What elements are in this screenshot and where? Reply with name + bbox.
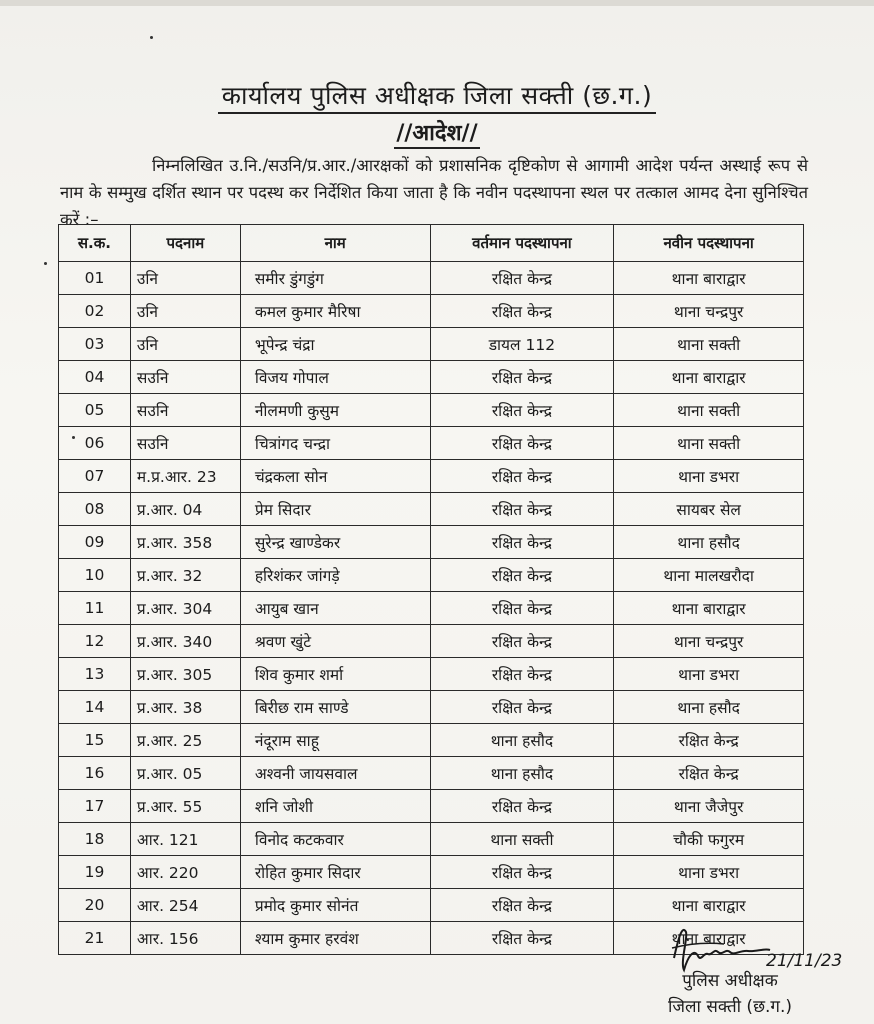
scan-speck: [72, 436, 75, 439]
row-sno: 11: [59, 592, 131, 625]
row-designation: प्र.आर. 340: [130, 625, 240, 658]
table-row: [59, 658, 804, 691]
transfer-table: [58, 224, 804, 955]
row-sno: 14: [59, 691, 131, 724]
row-designation: सउनि: [130, 427, 240, 460]
table-row: [59, 691, 804, 724]
table-row: [59, 889, 804, 922]
row-current-posting: रक्षित केन्द्र: [430, 592, 614, 625]
row-designation: आर. 220: [130, 856, 240, 889]
row-designation: प्र.आर. 55: [130, 790, 240, 823]
row-current-posting: रक्षित केन्द्र: [430, 460, 614, 493]
row-designation: आर. 121: [130, 823, 240, 856]
row-designation: सउनि: [130, 394, 240, 427]
office-title-text: कार्यालय पुलिस अधीक्षक जिला सक्ती (छ.ग.): [218, 81, 656, 114]
order-heading-text: //आदेश//: [394, 121, 479, 149]
scan-edge: [0, 0, 874, 6]
row-name: नीलमणी कुसुम: [240, 394, 430, 427]
row-current-posting: रक्षित केन्द्र: [430, 658, 614, 691]
row-sno: 18: [59, 823, 131, 856]
row-designation: उनि: [130, 295, 240, 328]
header-sno: स.क.: [59, 225, 131, 262]
row-current-posting: रक्षित केन्द्र: [430, 790, 614, 823]
row-name: कमल कुमार मैरिषा: [240, 295, 430, 328]
row-new-posting: चौकी फगुरम: [614, 823, 804, 856]
table-row: [59, 427, 804, 460]
row-current-posting: रक्षित केन्द्र: [430, 427, 614, 460]
row-name: शनि जोशी: [240, 790, 430, 823]
table-row: [59, 724, 804, 757]
row-new-posting: थाना हसौद: [614, 526, 804, 559]
row-current-posting: रक्षित केन्द्र: [430, 856, 614, 889]
row-new-posting: रक्षित केन्द्र: [614, 724, 804, 757]
row-new-posting: थाना बाराद्वार: [614, 592, 804, 625]
row-new-posting: थाना चन्द्रपुर: [614, 625, 804, 658]
row-current-posting: रक्षित केन्द्र: [430, 922, 614, 955]
row-name: सुरेन्द्र खाण्डेकर: [240, 526, 430, 559]
scan-speck: [150, 36, 153, 39]
row-current-posting: रक्षित केन्द्र: [430, 559, 614, 592]
signatory-title: पुलिस अधीक्षक: [682, 971, 778, 991]
row-designation: आर. 156: [130, 922, 240, 955]
row-name: प्रेम सिदार: [240, 493, 430, 526]
header-new-posting: नवीन पदस्थापना: [614, 225, 804, 262]
scan-speck: [44, 262, 47, 265]
row-sno: 17: [59, 790, 131, 823]
row-new-posting: थाना हसौद: [614, 691, 804, 724]
header-current-posting: वर्तमान पदस्थापना: [430, 225, 614, 262]
row-name: शिव कुमार शर्मा: [240, 658, 430, 691]
table-row: [59, 757, 804, 790]
row-new-posting: थाना बाराद्वार: [614, 922, 804, 955]
table-row: [59, 790, 804, 823]
row-name: हरिशंकर जांगड़े: [240, 559, 430, 592]
row-designation: उनि: [130, 262, 240, 295]
table-body: [59, 262, 804, 955]
row-sno: 08: [59, 493, 131, 526]
row-name: प्रमोद कुमार सोनंत: [240, 889, 430, 922]
row-designation: प्र.आर. 304: [130, 592, 240, 625]
row-new-posting: थाना डभरा: [614, 658, 804, 691]
table-row: [59, 460, 804, 493]
row-current-posting: रक्षित केन्द्र: [430, 295, 614, 328]
row-name: चंद्रकला सोन: [240, 460, 430, 493]
row-new-posting: थाना सक्ती: [614, 328, 804, 361]
row-name: विनोद कटकवार: [240, 823, 430, 856]
table-row: [59, 526, 804, 559]
row-current-posting: रक्षित केन्द्र: [430, 691, 614, 724]
row-sno: 04: [59, 361, 131, 394]
row-designation: म.प्र.आर. 23: [130, 460, 240, 493]
row-new-posting: रक्षित केन्द्र: [614, 757, 804, 790]
row-sno: 07: [59, 460, 131, 493]
row-sno: 15: [59, 724, 131, 757]
row-name: श्रवण खुंटे: [240, 625, 430, 658]
row-current-posting: डायल 112: [430, 328, 614, 361]
table-row: [59, 394, 804, 427]
row-name: विजय गोपाल: [240, 361, 430, 394]
row-new-posting: थाना बाराद्वार: [614, 361, 804, 394]
row-sno: 10: [59, 559, 131, 592]
row-name: बिरीछ राम साण्डे: [240, 691, 430, 724]
row-designation: प्र.आर. 05: [130, 757, 240, 790]
intro-text: निम्नलिखित उ.नि./सउनि/प्र.आर./आरक्षकों को प्रशासनिक दृष्टिकोण से आगामी आदेश पर्यन्त अस्थाई रूप से नाम के सम्मुख दर्शित स्थान पर पदस्थ कर निर्देशित किया जाता है कि नवीन पदस्थापना स्थल पर तत्काल आमद देना सुनिश्चित करें :–: [60, 156, 808, 229]
table-row: [59, 295, 804, 328]
table-row: [59, 856, 804, 889]
row-name: चित्रांगद चन्द्रा: [240, 427, 430, 460]
row-sno: 13: [59, 658, 131, 691]
row-designation: प्र.आर. 358: [130, 526, 240, 559]
row-name: अश्वनी जायसवाल: [240, 757, 430, 790]
row-name: आयुब खान: [240, 592, 430, 625]
table-row: [59, 361, 804, 394]
row-designation: प्र.आर. 04: [130, 493, 240, 526]
row-name: समीर डुंगडुंग: [240, 262, 430, 295]
intro-paragraph: [60, 152, 808, 233]
table-row: [59, 328, 804, 361]
row-new-posting: थाना बाराद्वार: [614, 262, 804, 295]
table-row: [59, 592, 804, 625]
row-current-posting: रक्षित केन्द्र: [430, 493, 614, 526]
row-designation: उनि: [130, 328, 240, 361]
row-current-posting: रक्षित केन्द्र: [430, 394, 614, 427]
row-new-posting: थाना जैजेपुर: [614, 790, 804, 823]
row-designation: आर. 254: [130, 889, 240, 922]
row-name: रोहित कुमार सिदार: [240, 856, 430, 889]
table-row: [59, 625, 804, 658]
row-new-posting: थाना मालखरौदा: [614, 559, 804, 592]
row-new-posting: थाना सक्ती: [614, 427, 804, 460]
office-title: [0, 78, 874, 112]
header-name: नाम: [240, 225, 430, 262]
table-header-row: [59, 225, 804, 262]
svg-text:21/11/23: 21/11/23: [766, 951, 843, 971]
row-sno: 03: [59, 328, 131, 361]
row-current-posting: रक्षित केन्द्र: [430, 361, 614, 394]
row-new-posting: थाना सक्ती: [614, 394, 804, 427]
row-name: श्याम कुमार हरवंश: [240, 922, 430, 955]
row-sno: 05: [59, 394, 131, 427]
row-sno: 12: [59, 625, 131, 658]
row-sno: 06: [59, 427, 131, 460]
row-current-posting: रक्षित केन्द्र: [430, 262, 614, 295]
table-row: [59, 262, 804, 295]
row-new-posting: सायबर सेल: [614, 493, 804, 526]
row-sno: 19: [59, 856, 131, 889]
row-designation: प्र.आर. 25: [130, 724, 240, 757]
row-name: नंदूराम साहू: [240, 724, 430, 757]
row-sno: 09: [59, 526, 131, 559]
signatory-block: [640, 968, 820, 1020]
row-sno: 02: [59, 295, 131, 328]
row-new-posting: थाना डभरा: [614, 460, 804, 493]
row-sno: 21: [59, 922, 131, 955]
row-sno: 20: [59, 889, 131, 922]
row-designation: सउनि: [130, 361, 240, 394]
row-new-posting: थाना बाराद्वार: [614, 889, 804, 922]
table-row: [59, 823, 804, 856]
row-designation: प्र.आर. 38: [130, 691, 240, 724]
row-sno: 16: [59, 757, 131, 790]
row-new-posting: थाना चन्द्रपुर: [614, 295, 804, 328]
row-designation: प्र.आर. 32: [130, 559, 240, 592]
row-sno: 01: [59, 262, 131, 295]
row-current-posting: रक्षित केन्द्र: [430, 526, 614, 559]
row-current-posting: थाना सक्ती: [430, 823, 614, 856]
signatory-district: जिला सक्ती (छ.ग.): [667, 997, 792, 1017]
row-current-posting: रक्षित केन्द्र: [430, 625, 614, 658]
header-designation: पदनाम: [130, 225, 240, 262]
row-name: भूपेन्द्र चंद्रा: [240, 328, 430, 361]
row-new-posting: थाना डभरा: [614, 856, 804, 889]
table-row: [59, 493, 804, 526]
row-designation: प्र.आर. 305: [130, 658, 240, 691]
row-current-posting: रक्षित केन्द्र: [430, 889, 614, 922]
row-current-posting: थाना हसौद: [430, 757, 614, 790]
row-current-posting: थाना हसौद: [430, 724, 614, 757]
table-row: [59, 559, 804, 592]
order-heading: [0, 117, 874, 147]
